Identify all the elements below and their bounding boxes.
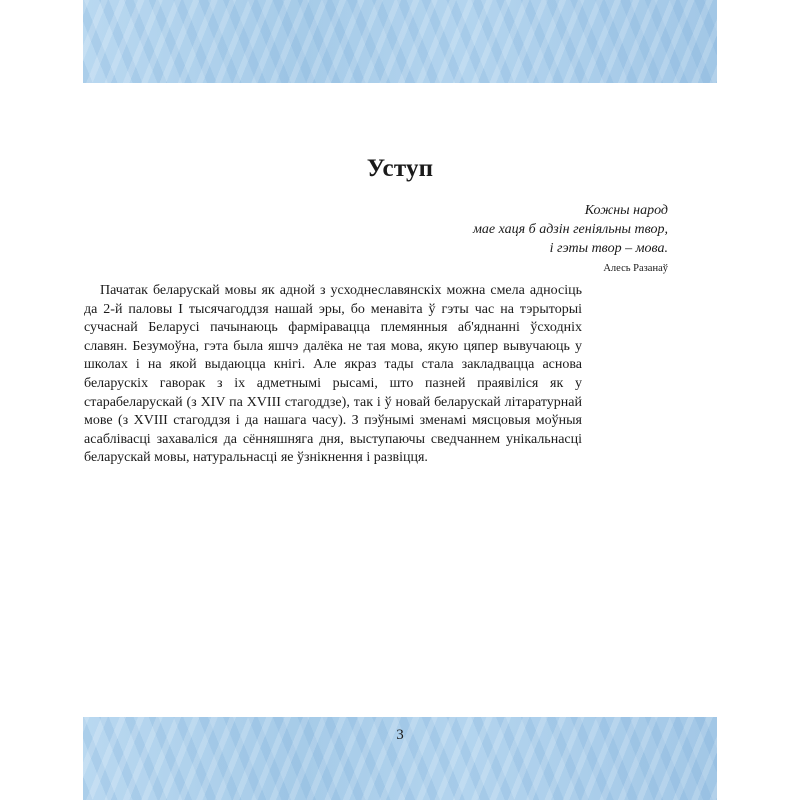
epigraph-line: Кожны народ (584, 203, 668, 218)
epigraph-author: Алесь Разанаў (603, 263, 668, 274)
top-decorative-band (83, 0, 717, 83)
epigraph (473, 201, 668, 278)
page-title: Уступ (366, 155, 434, 182)
epigraph-line: мае хаця б адзін геніяльны твор, (472, 222, 668, 237)
epigraph-line: і гэты твор – мова. (549, 241, 668, 256)
body-paragraph: Пачатак беларускай мовы як адной з усходнеславянскіх можна смела адносіць да 2-й паловы І тысячагоддзя нашай эры, бо менавіта ў гэты час на тэрыторыі сучаснай Беларусі пачынаюць фарміравацца племянныя аб'яднанні ўсходніх славян. Безумоўна, гэта была яшчэ далёка не тая мова, якую цяпер вывучаюць у школах і на якой выдаюцца кнігі. Але якраз тады стала закладвацца аснова беларускіх гаворак з іх адметнымі рысамі, што пазней праявіліся як у старабеларускай (з XIV па XVIII стагоддзе), так і ў новай беларускай літаратурнай мове (з XVIII стагоддзя і да нашага часу). З пэўнымі зменамі мясцовыя моўныя асаблівасці захаваліся да сённяшняга дня, выступаючы сведчаннем унікальнасці беларускай мовы, натуральнасці яе ўзнікнення і развіцця. (84, 283, 582, 466)
page-number: 3 (396, 727, 404, 743)
